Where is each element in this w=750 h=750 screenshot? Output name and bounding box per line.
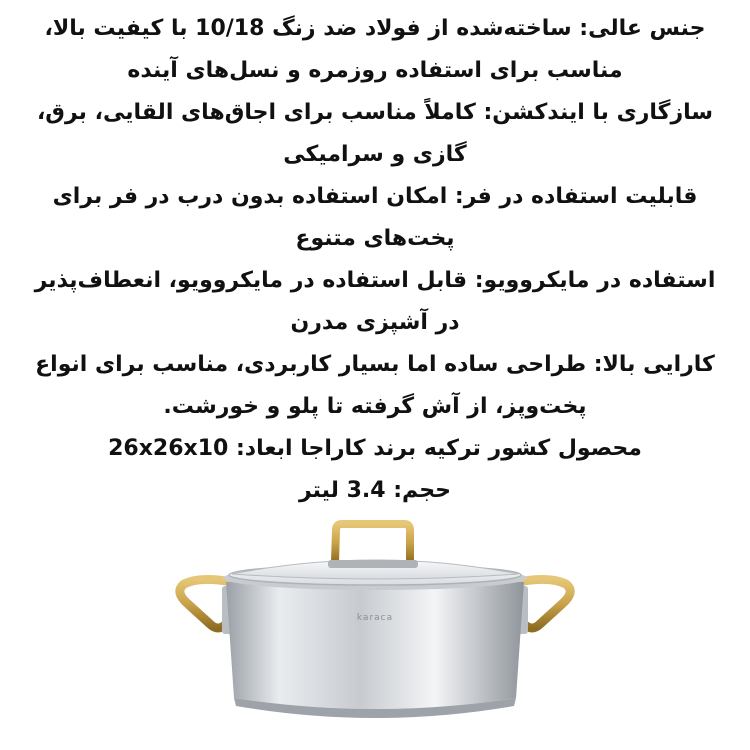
description-line: پخت‌های متنوع: [295, 226, 455, 251]
pot-body: [226, 582, 524, 709]
brand-label: karaca: [356, 613, 394, 623]
description-line: پخت‌وپز، از آش گرفته تا پلو و خورشت.: [163, 394, 587, 419]
lid-knob: [328, 524, 418, 568]
cooking-pot-icon: [170, 520, 580, 740]
product-description: [20, 8, 730, 512]
description-line: در آشپزی مدرن: [290, 310, 460, 335]
description-line: استفاده در مایکروویو: قابل استفاده در مایکروویو، انعطاف‌پذیر: [34, 268, 716, 293]
description-line: قابلیت استفاده در فر: امکان استفاده بدون درب در فر برای: [52, 184, 698, 209]
description-line: مناسب برای استفاده روزمره و نسل‌های آینده: [127, 58, 623, 83]
description-line: جنس عالی: ساخته‌شده از فولاد ضد زنگ 10/18 با کیفیت بالا،: [44, 16, 706, 41]
description-line: حجم: 3.4 لیتر: [299, 478, 451, 503]
description-line: کارایی بالا: طراحی ساده اما بسیار کاربردی، مناسب برای انواع: [35, 352, 715, 377]
description-line: محصول کشور ترکیه برند کاراجا ابعاد: 26x26x10: [108, 436, 642, 461]
description-line: سازگاری با ایندکشن: کاملاً مناسب برای اجاق‌های القایی، برق،: [36, 100, 714, 125]
product-image: [170, 520, 580, 740]
description-line: گازی و سرامیکی: [283, 142, 467, 167]
